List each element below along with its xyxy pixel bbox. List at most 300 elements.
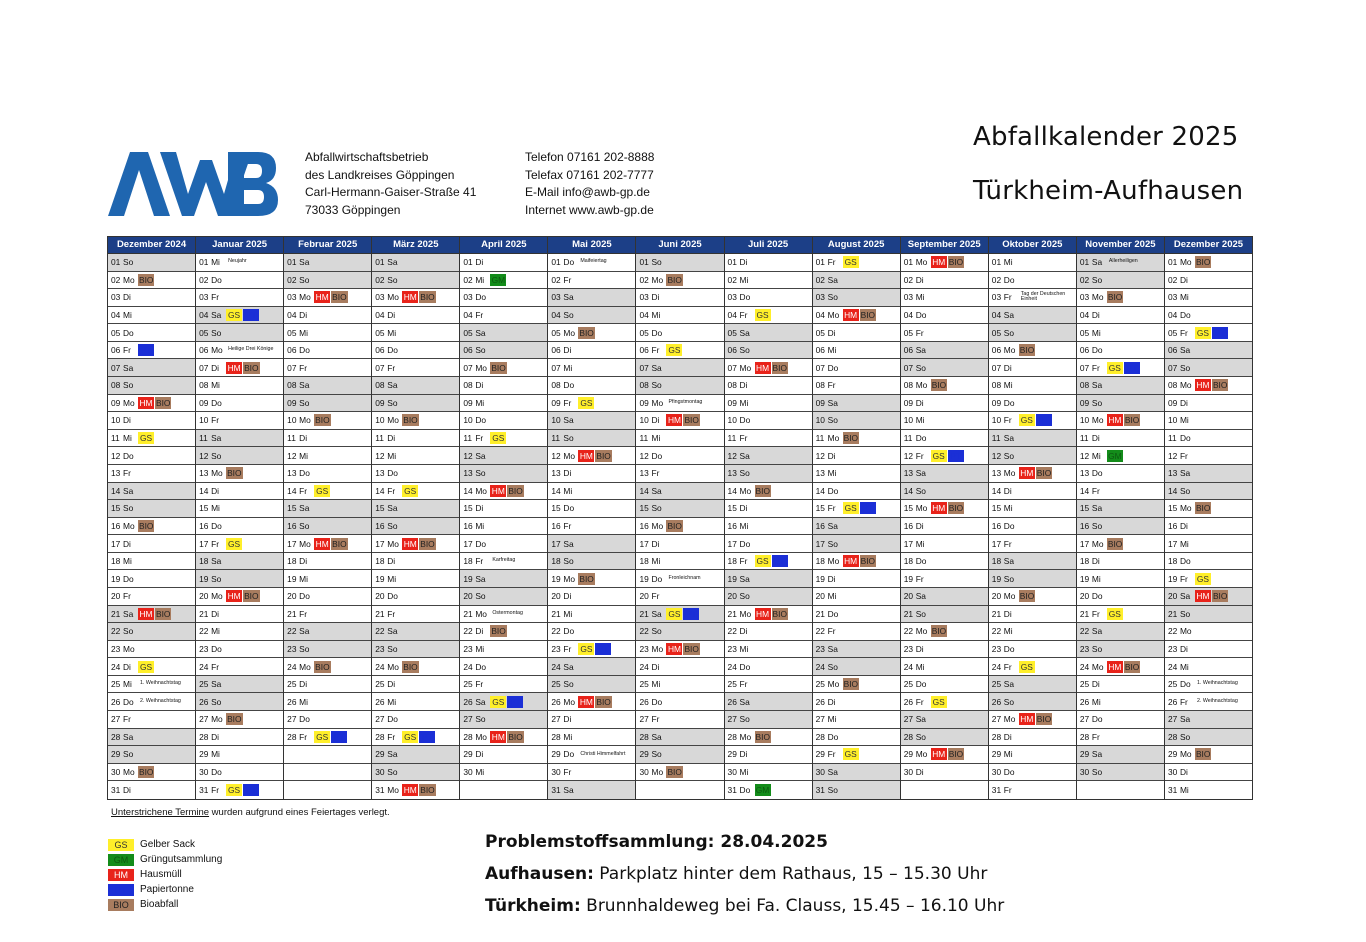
pickup-badge-bio: BIO bbox=[332, 292, 347, 303]
day-cell bbox=[725, 447, 812, 465]
weekday: Sa bbox=[299, 257, 310, 268]
day-cell bbox=[725, 711, 812, 729]
day-number: 15 bbox=[375, 503, 385, 514]
pickup-badge-bio: BIO bbox=[860, 310, 876, 321]
day-cell bbox=[901, 570, 988, 588]
day-number: 03 bbox=[111, 292, 121, 303]
weekday: Di bbox=[1091, 679, 1100, 690]
weekday: Fr bbox=[739, 556, 748, 567]
weekday: Di bbox=[1003, 731, 1012, 742]
holiday-note: Allerheiligen bbox=[1108, 258, 1138, 265]
day-cell bbox=[813, 307, 900, 325]
day-number: 15 bbox=[199, 503, 209, 514]
pickup-badge-bio: BIO bbox=[596, 450, 611, 461]
weekday: Fr bbox=[1091, 485, 1100, 496]
pickup-badge-pt: PT bbox=[1036, 414, 1052, 426]
weekday: Mi bbox=[1091, 573, 1101, 584]
day-number: 26 bbox=[991, 696, 1002, 707]
weekday: So bbox=[1091, 644, 1103, 654]
day-cell bbox=[1165, 606, 1252, 624]
day-number: 18 bbox=[727, 556, 737, 567]
day-cell bbox=[636, 272, 723, 290]
day-number: 24 bbox=[727, 661, 737, 672]
month-header: März 2025 bbox=[372, 237, 459, 254]
day-cell bbox=[460, 764, 547, 782]
day-cell bbox=[989, 746, 1076, 764]
day-cell bbox=[460, 412, 547, 430]
day-cell bbox=[108, 641, 195, 659]
day-number: 26 bbox=[903, 696, 914, 707]
day-number: 31 bbox=[551, 785, 561, 796]
day-number: 09 bbox=[287, 397, 297, 408]
day-cell bbox=[813, 377, 900, 395]
weekday: Di bbox=[651, 538, 660, 549]
weekday: Sa bbox=[123, 731, 134, 742]
legend-label: Bioabfall bbox=[140, 899, 179, 910]
legend-label: Papiertonne bbox=[140, 884, 194, 895]
day-cell bbox=[284, 447, 371, 465]
legend-label: Hausmüll bbox=[140, 869, 182, 880]
day-cell bbox=[813, 553, 900, 571]
weekday: Sa bbox=[651, 731, 662, 742]
day-cell bbox=[196, 746, 283, 764]
weekday: Mi bbox=[1179, 661, 1189, 672]
weekday: Di bbox=[475, 626, 484, 637]
day-number: 10 bbox=[287, 415, 297, 426]
weekday: Mo bbox=[739, 608, 752, 619]
weekday: Mi bbox=[211, 749, 220, 760]
day-number: 13 bbox=[1079, 468, 1090, 479]
weekday: Mi bbox=[1179, 538, 1189, 549]
weekday: Fr bbox=[299, 731, 308, 742]
weekday: Sa bbox=[827, 644, 838, 654]
weekday: Mo bbox=[651, 397, 664, 408]
day-cell bbox=[284, 500, 371, 518]
weekday: Di bbox=[299, 556, 308, 567]
weekday: Do bbox=[475, 661, 487, 672]
day-number: 07 bbox=[375, 362, 385, 373]
day-cell bbox=[636, 518, 723, 536]
day-number: 07 bbox=[199, 362, 209, 373]
weekday: Do bbox=[211, 274, 222, 285]
pickup-badge-hm: HM bbox=[1108, 415, 1122, 426]
day-number: 07 bbox=[287, 362, 297, 373]
day-number: 10 bbox=[815, 415, 825, 426]
day-number: 16 bbox=[111, 520, 121, 531]
legend bbox=[108, 837, 222, 912]
day-cell bbox=[284, 535, 371, 553]
day-number: 08 bbox=[815, 380, 825, 391]
day-cell bbox=[901, 623, 988, 641]
weekday: Do bbox=[739, 785, 751, 796]
day-cell bbox=[901, 676, 988, 694]
day-cell bbox=[196, 658, 283, 676]
day-number: 21 bbox=[1167, 608, 1178, 619]
day-cell bbox=[725, 359, 812, 377]
weekday: Do bbox=[1179, 433, 1191, 444]
legend-item bbox=[108, 837, 222, 852]
day-cell bbox=[1077, 658, 1164, 676]
day-cell bbox=[372, 606, 459, 624]
weekday: Sa bbox=[299, 380, 310, 391]
day-cell bbox=[460, 465, 547, 483]
day-cell bbox=[1077, 553, 1164, 571]
day-cell bbox=[460, 588, 547, 606]
day-number: 08 bbox=[551, 380, 561, 391]
legend-label: Gelber Sack bbox=[140, 839, 196, 850]
day-cell bbox=[196, 606, 283, 624]
pickup-badge-bio: BIO bbox=[1195, 257, 1211, 268]
weekday: Do bbox=[1003, 397, 1015, 408]
day-cell bbox=[1165, 254, 1252, 272]
day-number: 24 bbox=[991, 661, 1002, 672]
empty-cell bbox=[284, 746, 371, 764]
day-number: 27 bbox=[639, 714, 649, 725]
weekday: Mo bbox=[387, 661, 399, 672]
problemstoff-title: Problemstoffsammlung: 28.04.2025 bbox=[485, 832, 828, 852]
day-cell bbox=[460, 395, 547, 413]
day-number: 18 bbox=[639, 556, 649, 567]
day-cell bbox=[108, 272, 195, 290]
day-cell bbox=[636, 764, 723, 782]
day-cell bbox=[989, 447, 1076, 465]
day-cell bbox=[460, 658, 547, 676]
page-title: Abfallkalender 2025 bbox=[973, 122, 1239, 152]
day-number: 29 bbox=[375, 749, 385, 760]
day-cell bbox=[284, 693, 371, 711]
day-cell bbox=[725, 307, 812, 325]
day-cell bbox=[725, 412, 812, 430]
day-number: 29 bbox=[639, 749, 649, 760]
day-cell bbox=[372, 553, 459, 571]
pickup-badge-bio: BIO bbox=[403, 415, 418, 426]
day-number: 16 bbox=[551, 520, 561, 531]
day-number: 10 bbox=[463, 415, 473, 426]
weekday: Di bbox=[651, 661, 660, 672]
day-cell bbox=[813, 324, 900, 342]
day-cell bbox=[813, 430, 900, 448]
weekday: Mi bbox=[739, 274, 749, 285]
weekday: Mi bbox=[827, 591, 837, 602]
pickup-badge-hm: HM bbox=[1196, 380, 1210, 391]
day-cell bbox=[460, 307, 547, 325]
day-cell bbox=[725, 254, 812, 272]
day-cell bbox=[1077, 254, 1164, 272]
weekday: Di bbox=[915, 397, 924, 408]
weekday: Mo bbox=[915, 503, 928, 514]
weekday: Do bbox=[475, 538, 487, 549]
weekday: Fr bbox=[387, 608, 396, 619]
day-cell bbox=[1165, 377, 1252, 395]
day-cell bbox=[636, 553, 723, 571]
day-number: 01 bbox=[111, 257, 121, 268]
day-cell bbox=[636, 447, 723, 465]
day-number: 19 bbox=[639, 573, 649, 584]
day-cell bbox=[813, 781, 900, 799]
month-column bbox=[725, 237, 813, 799]
weekday: So bbox=[563, 433, 574, 444]
day-cell bbox=[284, 272, 371, 290]
day-cell bbox=[108, 623, 195, 641]
weekday: Mi bbox=[299, 696, 308, 707]
pickup-badge-gs: GS bbox=[844, 257, 857, 268]
weekday: Do bbox=[739, 292, 751, 303]
day-cell bbox=[108, 693, 195, 711]
pickup-badge-hm: HM bbox=[932, 257, 946, 268]
day-number: 12 bbox=[991, 450, 1002, 461]
day-number: 11 bbox=[727, 433, 737, 444]
weekday: Fr bbox=[651, 591, 660, 602]
day-cell bbox=[196, 307, 283, 325]
day-cell bbox=[1077, 359, 1164, 377]
weekday: Mo bbox=[1179, 503, 1192, 514]
day-cell bbox=[636, 641, 723, 659]
day-cell bbox=[813, 272, 900, 290]
weekday: Di bbox=[827, 327, 836, 338]
day-number: 27 bbox=[1079, 714, 1090, 725]
day-cell bbox=[989, 676, 1076, 694]
weekday: Mi bbox=[1091, 696, 1101, 707]
pickup-badge-pt: PT bbox=[683, 608, 699, 620]
day-cell bbox=[1077, 641, 1164, 659]
day-cell bbox=[460, 693, 547, 711]
day-cell bbox=[108, 359, 195, 377]
pickup-badge-bio: BIO bbox=[1107, 538, 1123, 549]
day-number: 16 bbox=[815, 520, 825, 531]
weekday: Fr bbox=[1003, 661, 1012, 672]
day-number: 13 bbox=[815, 468, 825, 479]
day-cell bbox=[725, 729, 812, 747]
day-number: 07 bbox=[1167, 362, 1178, 373]
weekday: Do bbox=[299, 591, 310, 602]
month-column bbox=[284, 237, 372, 799]
day-cell bbox=[725, 570, 812, 588]
day-number: 01 bbox=[727, 257, 737, 268]
weekday: Fr bbox=[1003, 785, 1012, 796]
pickup-badge-gs: GS bbox=[844, 503, 857, 514]
day-cell bbox=[813, 711, 900, 729]
day-cell bbox=[372, 289, 459, 307]
day-cell bbox=[460, 447, 547, 465]
weekday: Mo bbox=[1091, 292, 1104, 303]
weekday: Sa bbox=[1179, 591, 1191, 602]
weekday: Sa bbox=[739, 450, 750, 461]
day-cell bbox=[548, 729, 635, 747]
day-number: 17 bbox=[111, 538, 121, 549]
day-number: 17 bbox=[1079, 538, 1090, 549]
weekday: Di bbox=[1091, 310, 1100, 321]
weekday: Fr bbox=[211, 661, 219, 672]
weekday: Mo bbox=[651, 274, 664, 285]
day-number: 22 bbox=[815, 626, 825, 637]
month-header: November 2025 bbox=[1077, 237, 1164, 254]
day-number: 29 bbox=[463, 749, 473, 760]
day-number: 01 bbox=[551, 257, 561, 268]
weekday: Mi bbox=[1003, 503, 1013, 514]
day-number: 03 bbox=[991, 292, 1002, 303]
day-cell bbox=[1077, 412, 1164, 430]
day-cell bbox=[284, 641, 371, 659]
day-cell bbox=[284, 342, 371, 360]
weekday: So bbox=[1003, 327, 1015, 338]
day-cell bbox=[989, 483, 1076, 501]
weekday: So bbox=[475, 468, 486, 479]
weekday: Di bbox=[651, 292, 660, 303]
weekday: Fr bbox=[651, 345, 660, 356]
day-number: 30 bbox=[815, 767, 825, 778]
day-number: 13 bbox=[463, 468, 473, 479]
weekday: Do bbox=[915, 679, 927, 690]
day-number: 08 bbox=[639, 380, 649, 391]
day-number: 25 bbox=[903, 679, 914, 690]
weekday: So bbox=[123, 380, 134, 391]
day-cell bbox=[1165, 412, 1252, 430]
weekday: Sa bbox=[123, 485, 134, 496]
day-number: 02 bbox=[991, 274, 1002, 285]
weekday: So bbox=[123, 749, 134, 760]
weekday: Mo bbox=[739, 362, 752, 373]
weekday: Mi bbox=[915, 415, 925, 426]
weekday: Mo bbox=[211, 714, 223, 725]
weekday: Mo bbox=[211, 345, 223, 356]
day-number: 27 bbox=[375, 714, 385, 725]
day-cell bbox=[1077, 693, 1164, 711]
empty-cell bbox=[460, 781, 547, 799]
day-cell bbox=[284, 254, 371, 272]
day-cell bbox=[372, 623, 459, 641]
day-number: 03 bbox=[903, 292, 914, 303]
day-cell bbox=[813, 518, 900, 536]
weekday: Mi bbox=[651, 679, 661, 690]
pickup-badge-bio: BIO bbox=[596, 696, 611, 707]
day-number: 31 bbox=[375, 785, 385, 796]
day-number: 06 bbox=[1167, 345, 1178, 356]
weekday: Di bbox=[1179, 397, 1188, 408]
day-number: 30 bbox=[463, 767, 473, 778]
weekday: Sa bbox=[651, 608, 662, 619]
day-number: 29 bbox=[111, 749, 121, 760]
day-cell bbox=[372, 395, 459, 413]
weekday: Mo bbox=[827, 556, 840, 567]
day-cell bbox=[813, 588, 900, 606]
day-number: 11 bbox=[375, 433, 384, 444]
day-cell bbox=[636, 729, 723, 747]
day-number: 30 bbox=[375, 767, 385, 778]
weekday: Sa bbox=[299, 503, 310, 514]
weekday: Fr bbox=[475, 679, 484, 690]
weekday: Do bbox=[211, 644, 222, 654]
weekday: Mo bbox=[1003, 714, 1016, 725]
weekday: Di bbox=[827, 573, 836, 584]
day-number: 28 bbox=[903, 731, 914, 742]
day-cell bbox=[636, 623, 723, 641]
day-cell bbox=[548, 711, 635, 729]
day-number: 17 bbox=[727, 538, 737, 549]
weekday: So bbox=[651, 626, 662, 637]
day-cell bbox=[284, 676, 371, 694]
day-number: 21 bbox=[727, 608, 737, 619]
day-cell bbox=[284, 395, 371, 413]
day-cell bbox=[1077, 588, 1164, 606]
day-cell bbox=[636, 483, 723, 501]
day-cell bbox=[372, 641, 459, 659]
day-number: 27 bbox=[199, 714, 209, 725]
weekday: Fr bbox=[123, 591, 131, 602]
day-number: 09 bbox=[111, 397, 121, 408]
weekday: Mo bbox=[1091, 538, 1104, 549]
day-number: 21 bbox=[639, 608, 649, 619]
day-number: 28 bbox=[815, 731, 825, 742]
day-cell bbox=[1165, 693, 1252, 711]
pickup-badge-bio: BIO bbox=[315, 415, 330, 426]
day-number: 06 bbox=[1079, 345, 1090, 356]
day-number: 04 bbox=[639, 310, 649, 321]
day-number: 04 bbox=[111, 310, 121, 321]
day-cell bbox=[460, 570, 547, 588]
pickup-badge-bio: BIO bbox=[1019, 591, 1035, 602]
day-cell bbox=[460, 553, 547, 571]
day-number: 24 bbox=[815, 661, 825, 672]
weekday: Fr bbox=[563, 520, 572, 531]
day-cell bbox=[372, 307, 459, 325]
weekday: Di bbox=[299, 433, 308, 444]
weekday: Di bbox=[123, 292, 131, 303]
pickup-badge-hm: HM bbox=[667, 644, 681, 654]
weekday: Di bbox=[563, 591, 572, 602]
weekday: Fr bbox=[915, 696, 924, 707]
day-cell bbox=[636, 377, 723, 395]
weekday: Mi bbox=[651, 556, 661, 567]
day-number: 30 bbox=[727, 767, 737, 778]
day-cell bbox=[989, 535, 1076, 553]
weekday: Fr bbox=[211, 292, 219, 303]
weekday: Do bbox=[123, 327, 134, 338]
day-number: 28 bbox=[639, 731, 649, 742]
day-cell bbox=[1165, 272, 1252, 290]
day-number: 06 bbox=[815, 345, 825, 356]
weekday: Do bbox=[1003, 644, 1015, 654]
weekday: Mo bbox=[475, 608, 487, 619]
day-cell bbox=[460, 342, 547, 360]
day-number: 22 bbox=[551, 626, 561, 637]
pickup-badge-bio: BIO bbox=[139, 274, 154, 285]
page-subtitle: Türkheim-Aufhausen bbox=[973, 176, 1244, 206]
weekday: Sa bbox=[827, 274, 838, 285]
month-header: Dezember 2024 bbox=[108, 237, 195, 254]
weekday: Do bbox=[387, 591, 398, 602]
day-cell bbox=[372, 430, 459, 448]
day-cell bbox=[901, 693, 988, 711]
day-cell bbox=[460, 430, 547, 448]
weekday: Do bbox=[1003, 767, 1015, 778]
pickup-badge-gs: GS bbox=[228, 538, 241, 549]
day-number: 22 bbox=[727, 626, 737, 637]
day-cell bbox=[725, 588, 812, 606]
pickup-badge-bio: BIO bbox=[508, 485, 523, 496]
day-cell bbox=[813, 447, 900, 465]
day-cell bbox=[1077, 676, 1164, 694]
day-cell bbox=[989, 430, 1076, 448]
weekday: So bbox=[299, 520, 310, 531]
day-cell bbox=[725, 483, 812, 501]
weekday: Mo bbox=[123, 767, 135, 778]
day-cell bbox=[813, 289, 900, 307]
day-cell bbox=[901, 377, 988, 395]
day-number: 06 bbox=[111, 345, 121, 356]
pickup-badge-gs: GS bbox=[1020, 415, 1033, 426]
day-number: 06 bbox=[991, 345, 1002, 356]
month-column bbox=[989, 237, 1077, 799]
